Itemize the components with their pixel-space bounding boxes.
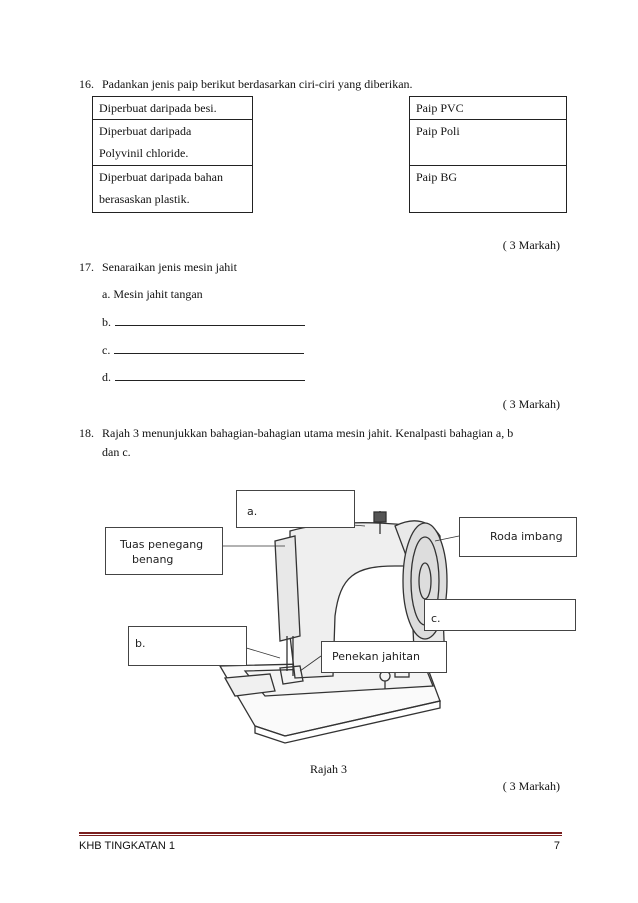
q16-left-3-line1: Diperbuat daripada bahan [99,170,223,184]
q16-left-cell-1 [92,96,253,120]
q17-marks: ( 3 Markah) [502,397,560,411]
q16-left-1-line1: Diperbuat daripada besi. [99,101,217,115]
q17-number: 17. [79,260,94,274]
q16-right-cell-3 [409,165,567,213]
q17-item-b-label: b. [102,315,111,329]
q16-right-cell-1 [409,96,567,120]
q18-number: 18. [79,426,94,440]
q17-item-b [102,315,305,330]
q16-left-2-line1: Diperbuat daripada [99,124,192,138]
q16-left-cell-3 [92,165,253,213]
q16-right-cell-2 [409,119,567,166]
label-tuas-text: Tuas penegang [120,538,204,551]
q17-item-a [102,287,203,302]
label-roda-text: Roda imbang [490,530,563,543]
footer-rule [79,832,562,834]
q17-item-c [102,343,304,358]
page-number: 7 [553,840,560,852]
q17-text: Senaraikan jenis mesin jahit [102,260,237,274]
footer-left: KHB TINGKATAN 1 [79,840,175,852]
label-roda-imbang [459,517,577,557]
q16-left-2-line2: Polyvinil chloride. [99,146,189,160]
figure-caption: Rajah 3 [310,762,347,776]
label-box-c[interactable] [424,599,576,631]
q18-text-line2: dan c. [102,445,131,459]
q17-item-a-text: Mesin jahit tangan [113,287,203,301]
footer-rule-thin [79,835,562,836]
q17-item-d-label: d. [102,370,111,384]
q18-text-line1: Rajah 3 menunjukkan bahagian-bahagian utama mesin jahit. Kenalpasti bahagian a, b [102,426,514,440]
q16-number: 16. [79,77,94,91]
q18-marks: ( 3 Markah) [502,779,560,793]
label-tuas-penegang [105,527,223,575]
q17-item-b-blank[interactable] [115,315,305,326]
label-box-b[interactable] [128,626,247,666]
label-box-a[interactable] [236,490,355,528]
label-penekan-jahitan [321,641,447,673]
q16-left-cell-2 [92,119,253,166]
q16-left-3-line2: berasaskan plastik. [99,192,190,206]
label-a-text: a. [247,505,258,518]
label-b-text: b. [135,637,146,650]
q17-item-c-blank[interactable] [114,343,304,354]
q16-marks: ( 3 Markah) [502,238,560,252]
q16-right-1: Paip PVC [416,101,464,115]
label-penekan-text: Penekan jahitan [332,650,420,663]
label-c-text: c. [431,612,441,625]
q16-right-2: Paip Poli [416,124,460,138]
q16-right-3: Paip BG [416,170,458,184]
q17-item-d [102,370,305,385]
q16-text: Padankan jenis paip berikut berdasarkan ciri-ciri yang diberikan. [102,77,413,91]
q17-item-a-label: a. [102,287,111,301]
q17-item-c-label: c. [102,343,111,357]
q17-item-d-blank[interactable] [115,370,305,381]
label-tuas-text-2: benang [132,553,174,566]
